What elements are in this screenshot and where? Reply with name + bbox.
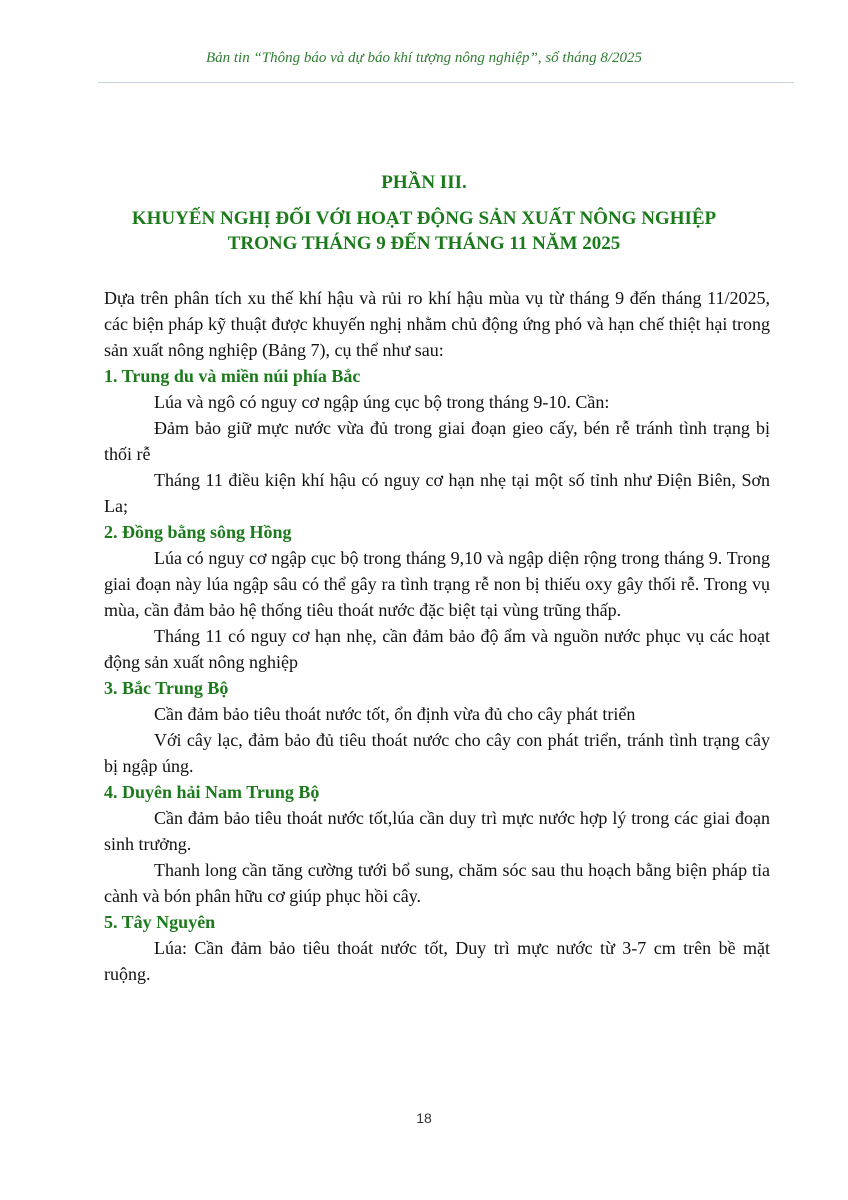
region-heading-central-highlands: 5. Tây Nguyên: [104, 912, 216, 932]
region-heading-red-river-delta: 2. Đồng bằng sông Hồng: [104, 522, 292, 542]
body-paragraph: Thanh long cần tăng cường tưới bổ sung, chăm sóc sau thu hoạch bằng biện pháp tỉa cành và bón phân hữu cơ giúp phục hồi cây.: [104, 860, 770, 906]
region-heading-south-central-coast: 4. Duyên hải Nam Trung Bộ: [104, 782, 320, 802]
body-paragraph: Tháng 11 điều kiện khí hậu có nguy cơ hạn nhẹ tại một số tỉnh như Điện Biên, Sơn La;: [104, 470, 770, 516]
body-paragraph: Lúa: Cần đảm bảo tiêu thoát nước tốt, Duy trì mực nước từ 3-7 cm trên bề mặt ruộng.: [104, 938, 770, 984]
region-heading-northern-midlands: 1. Trung du và miền núi phía Bắc: [104, 366, 361, 386]
running-header: Bản tin “Thông báo và dự báo khí tượng nông nghiệp”, số tháng 8/2025: [205, 50, 643, 66]
header-divider: [98, 82, 794, 83]
document-body: [104, 285, 770, 987]
page-number: 18: [416, 1110, 432, 1126]
body-paragraph: Đảm bảo giữ mực nước vừa đủ trong giai đoạn gieo cấy, bén rễ tránh tình trạng bị thối rễ: [104, 418, 770, 464]
section-heading: [0, 170, 848, 256]
region-heading-north-central: 3. Bắc Trung Bộ: [104, 678, 229, 698]
body-paragraph: Cần đảm bảo tiêu thoát nước tốt,lúa cần duy trì mực nước hợp lý trong các giai đoạn sinh trưởng.: [104, 808, 770, 854]
body-paragraph: Lúa và ngô có nguy cơ ngập úng cục bộ trong tháng 9-10. Cần:: [154, 392, 610, 412]
intro-paragraph: Dựa trên phân tích xu thế khí hậu và rủi ro khí hậu mùa vụ từ tháng 9 đến tháng 11/2025, các biện pháp kỹ thuật được khuyến nghị nhằm chủ động ứng phó và hạn chế thiệt hại trong sản xuất nông nghiệp (Bảng 7), cụ thể như sau:: [104, 288, 770, 360]
body-paragraph: Với cây lạc, đảm bảo đủ tiêu thoát nước cho cây con phát triển, tránh tình trạng cây bị ngập úng.: [104, 730, 770, 776]
body-paragraph: Lúa có nguy cơ ngập cục bộ trong tháng 9,10 và ngập diện rộng trong tháng 9. Trong giai đoạn này lúa ngập sâu có thể gây ra tình trạng rễ non bị thiếu oxy gây thối rễ. Trong vụ mùa, cần đảm bảo hệ thống tiêu thoát nước đặc biệt tại vùng trũng thấp.: [104, 548, 770, 620]
section-title-line-1: KHUYẾN NGHỊ ĐỐI VỚI HOẠT ĐỘNG SẢN XUẤT NÔNG NGHIỆP: [131, 208, 717, 229]
body-paragraph: Tháng 11 có nguy cơ hạn nhẹ, cần đảm bảo độ ẩm và nguồn nước phục vụ các hoạt động sản xuất nông nghiệp: [104, 626, 770, 672]
section-title-line-2: TRONG THÁNG 9 ĐẾN THÁNG 11 NĂM 2025: [227, 233, 621, 254]
part-label: PHẦN III.: [381, 172, 467, 193]
body-paragraph: Cần đảm bảo tiêu thoát nước tốt, ổn định vừa đủ cho cây phát triển: [154, 704, 636, 724]
